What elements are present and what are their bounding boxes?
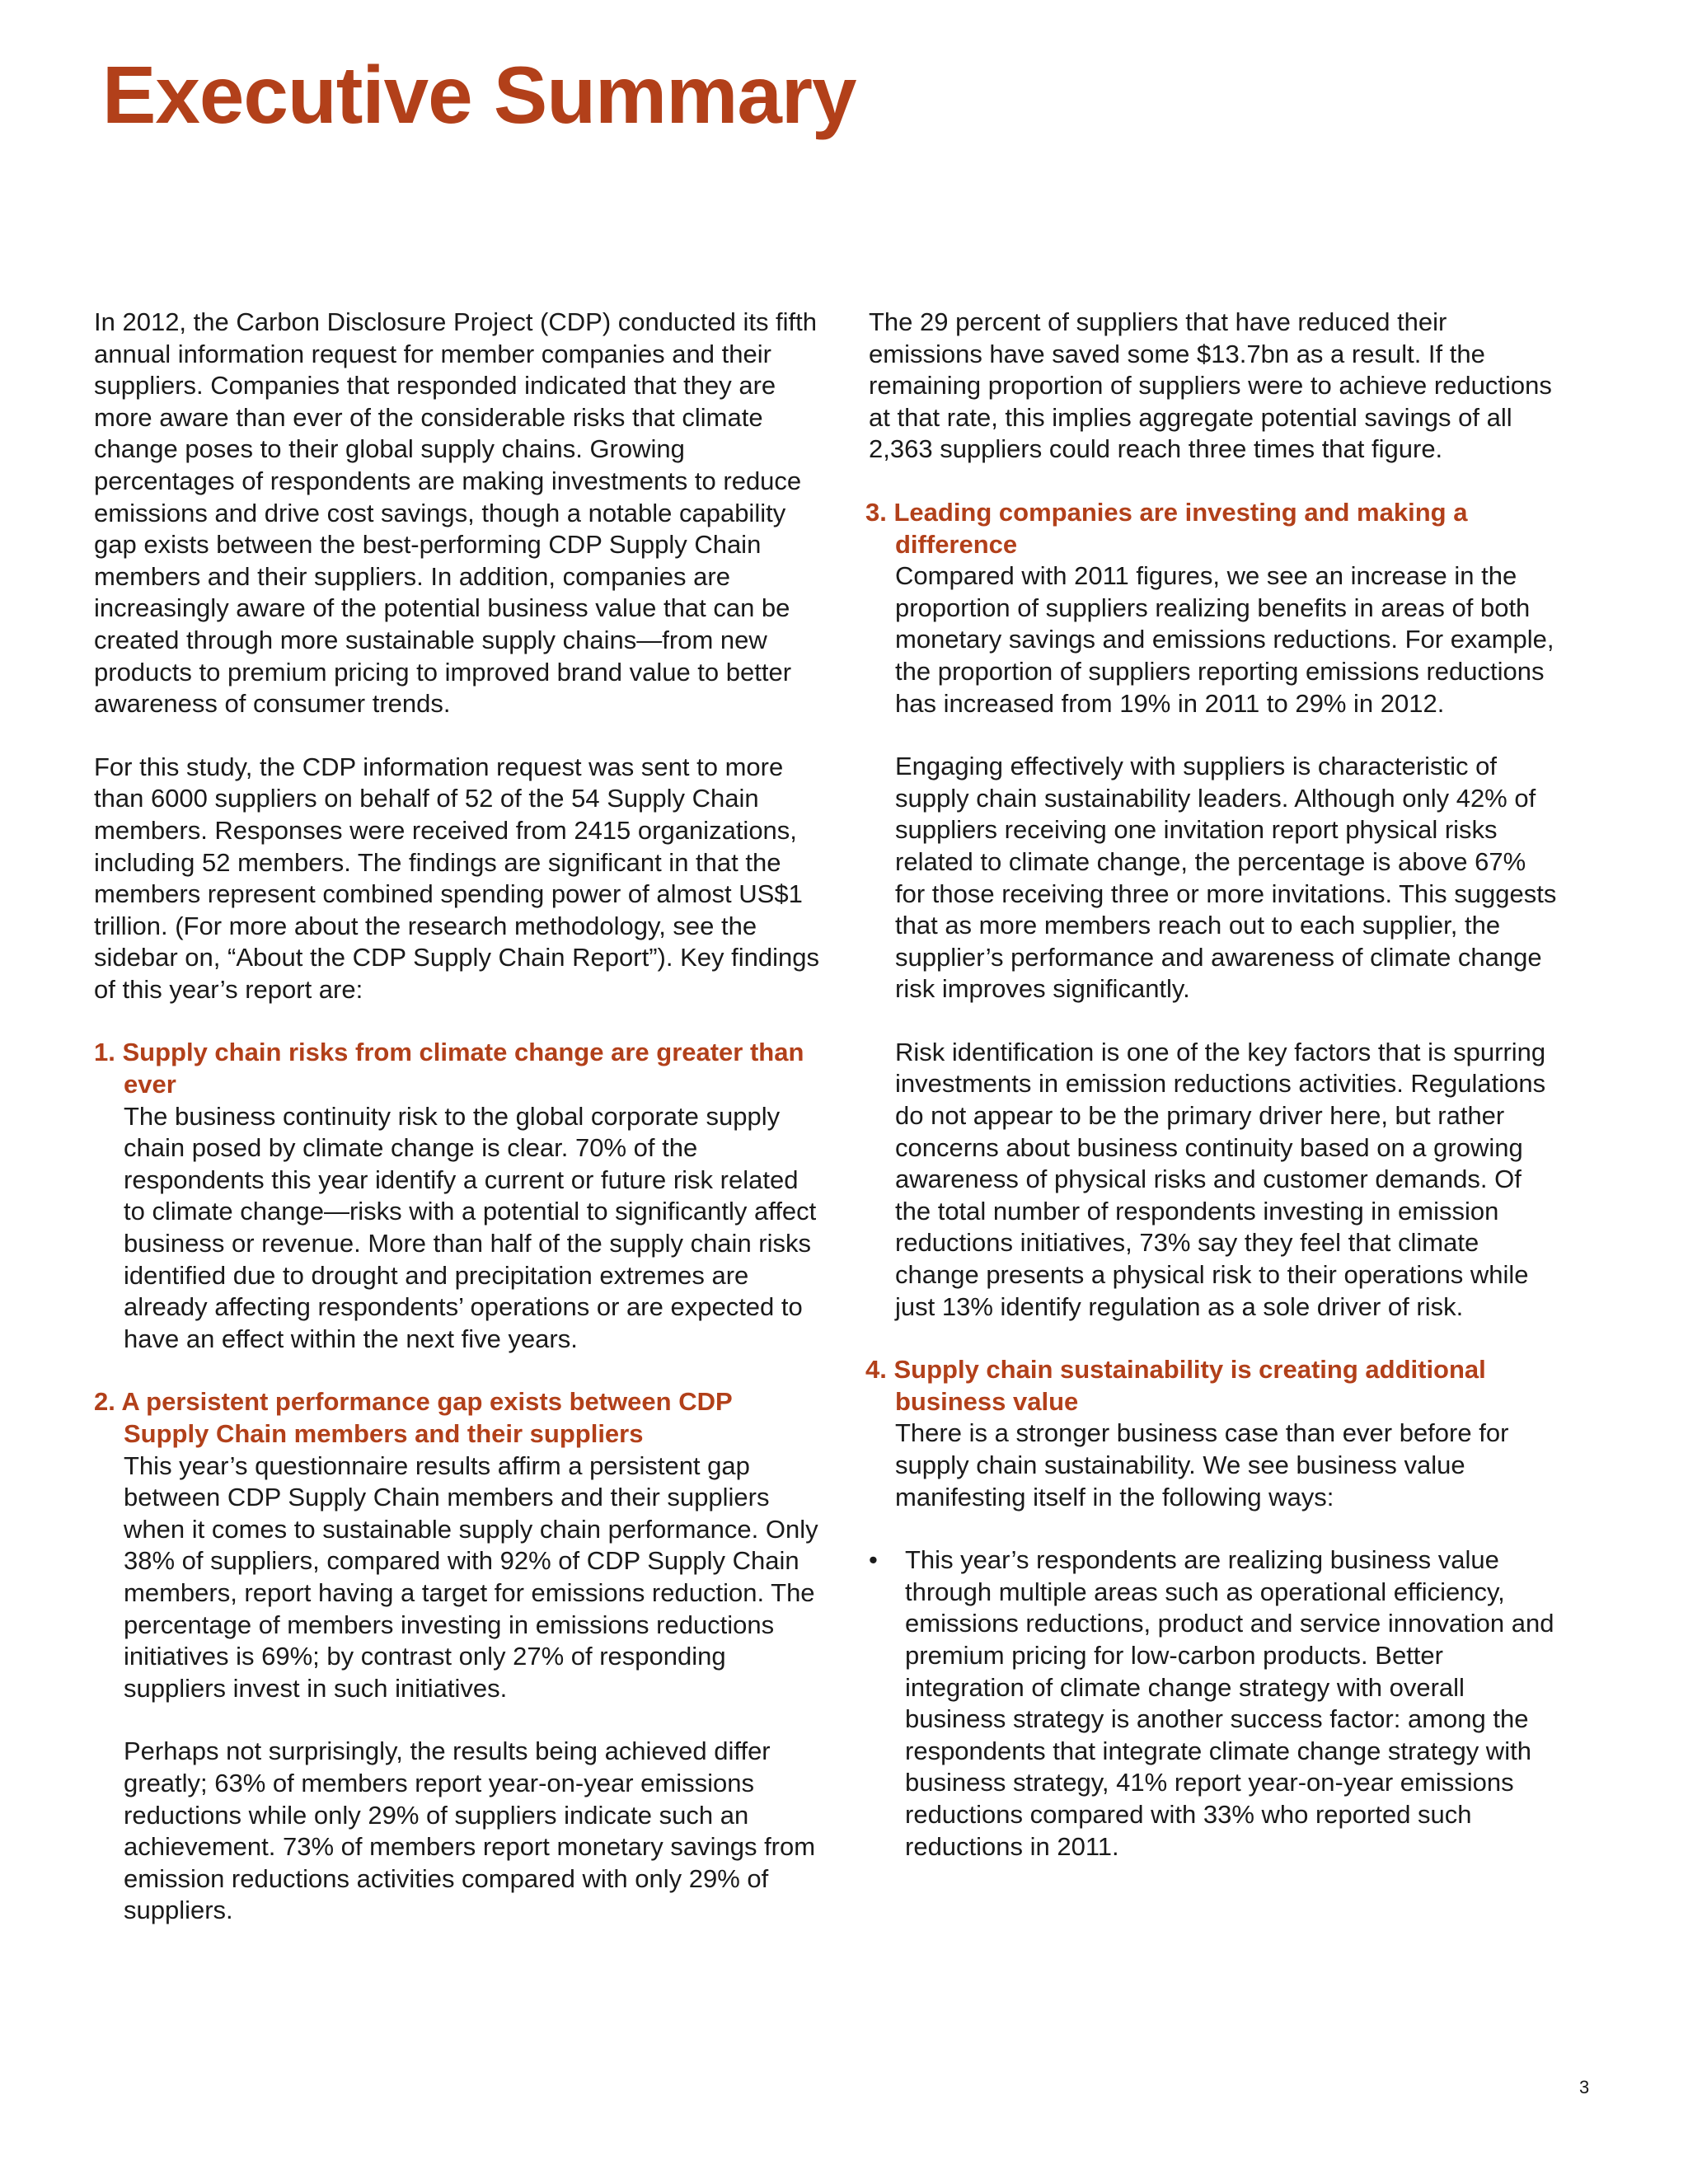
continuation-paragraph: The 29 percent of suppliers that have reduced their emissions have saved some $13.7bn as a result. If the remaining proportion of suppliers were to achieve reductions at that rate, this implies aggregate potential savings of all 2,363 suppliers could reach three times that figure. [869, 307, 1552, 464]
finding-1 [94, 1037, 819, 1355]
finding-4-heading: 4. Supply chain sustainability is creating additional business value [865, 1355, 1486, 1416]
right-column [865, 307, 1558, 1863]
finding-1-heading: 1. Supply chain risks from climate change are greater than ever [94, 1038, 804, 1099]
finding-3-paragraph-2: Engaging effectively with suppliers is characteristic of supply chain sustainability leaders. Although only 42% of suppliers receiving one invitation report physical risks related to climate change, the percentage is above 67% for those receiving three or more invitations. This suggests that as more members reach out to each supplier, the supplier’s performance and awareness of climate change risk improves significantly. [895, 752, 1557, 1004]
finding-4-body [865, 1418, 1558, 1513]
finding-1-body [94, 1101, 819, 1356]
finding-3-heading: 3. Leading companies are investing and making a difference [865, 497, 1468, 559]
finding-3-body [865, 560, 1558, 1323]
finding-1-paragraph-1: The business continuity risk to the global corporate supply chain posed by climate change is clear. 70% of the respondents this year identify a current or future risk related to climate change—risks with a potential to significantly affect business or revenue. More than half of the supply chain risks identified due to drought and precipitation extremes are already affecting respondents’ operations or are expected to have an effect within the next five years. [124, 1101, 817, 1353]
finding-3-paragraph-3: Risk identification is one of the key factors that is spurring investments in emission reductions activities. Regulations do not appear to be the primary driver here, but rather concerns about business continuity based on a growing awareness of physical risks and customer demands. Of the total number of respondents investing in emission reductions initiatives, 73% say they feel that climate change presents a physical risk to their operations while just 13% identify regulation as a sole driver of risk. [895, 1037, 1546, 1321]
page-number: 3 [1579, 2077, 1590, 2097]
finding-2-heading: 2. A persistent performance gap exists between CDP Supply Chain members and their suppliers [94, 1387, 733, 1448]
page-title: Executive Summary [102, 49, 856, 140]
left-column [94, 307, 819, 1927]
finding-3 [865, 497, 1558, 1323]
finding-4-bullet-list [865, 1544, 1558, 1863]
finding-2 [94, 1386, 819, 1927]
bullet-text: This year’s respondents are realizing business value through multiple areas such as operational efficiency, emissions reductions, product and service innovation and premium pricing for low-carbon products. Better integration of climate change strategy with overall business strategy is another success factor: among the respondents that integrate climate change strategy with business strategy, 41% report year-on-year emissions reductions compared with 33% who reported such reductions in 2011. [905, 1545, 1554, 1861]
finding-4-paragraph-1: There is a stronger business case than ever before for supply chain sustainability. We see business value manifesting itself in the following ways: [895, 1418, 1509, 1511]
finding-2-paragraph-2: Perhaps not surprisingly, the results being achieved differ greatly; 63% of members report year-on-year emissions reductions while only 29% of suppliers indicate such an achievement. 73% of members report monetary savings from emission reductions activities compared with only 29% of suppliers. [124, 1736, 816, 1925]
bullet-icon: • [869, 1545, 878, 1575]
intro-paragraph-1: In 2012, the Carbon Disclosure Project (CDP) conducted its fifth annual information request for member companies and their suppliers. Companies that responded indicated that they are more aware than ever of the considerable risks that climate change poses to their global supply chains. Growing percentages of respondents are making investments to reduce emissions and drive cost savings, though a notable capability gap exists between the best-performing CDP Supply Chain members and their suppliers. In addition, companies are increasingly aware of the potential business value that can be created through more sustainable supply chains—from new products to premium pricing to improved brand value to better awareness of consumer trends. [94, 307, 818, 719]
finding-2-paragraph-1: This year’s questionnaire results affirm a persistent gap between CDP Supply Chain members and their suppliers when it comes to sustainable supply chain performance. Only 38% of suppliers, compared with 92% of CDP Supply Chain members, report having a target for emissions reduction. The percentage of members investing in emissions reductions initiatives is 69%; by contrast only 27% of responding suppliers invest in such initiatives. [124, 1451, 818, 1703]
intro-paragraph-2: For this study, the CDP information request was sent to more than 6000 suppliers on behalf of 52 of the 54 Supply Chain members. Responses were received from 2415 organizations, including 52 members. The findings are significant in that the members represent combined spending power of almost US$1 trillion. (For more about the research methodology, see the sidebar on, “About the CDP Supply Chain Report”). Key findings of this year’s report are: [94, 752, 819, 1004]
list-item [869, 1544, 1558, 1863]
finding-3-paragraph-1: Compared with 2011 figures, we see an increase in the proportion of suppliers realizing benefits in areas of both monetary savings and emissions reductions. For example, the proportion of suppliers reporting emissions reductions has increased from 19% in 2011 to 29% in 2012. [895, 561, 1554, 718]
finding-2-body [94, 1451, 819, 1927]
finding-4 [865, 1354, 1558, 1863]
